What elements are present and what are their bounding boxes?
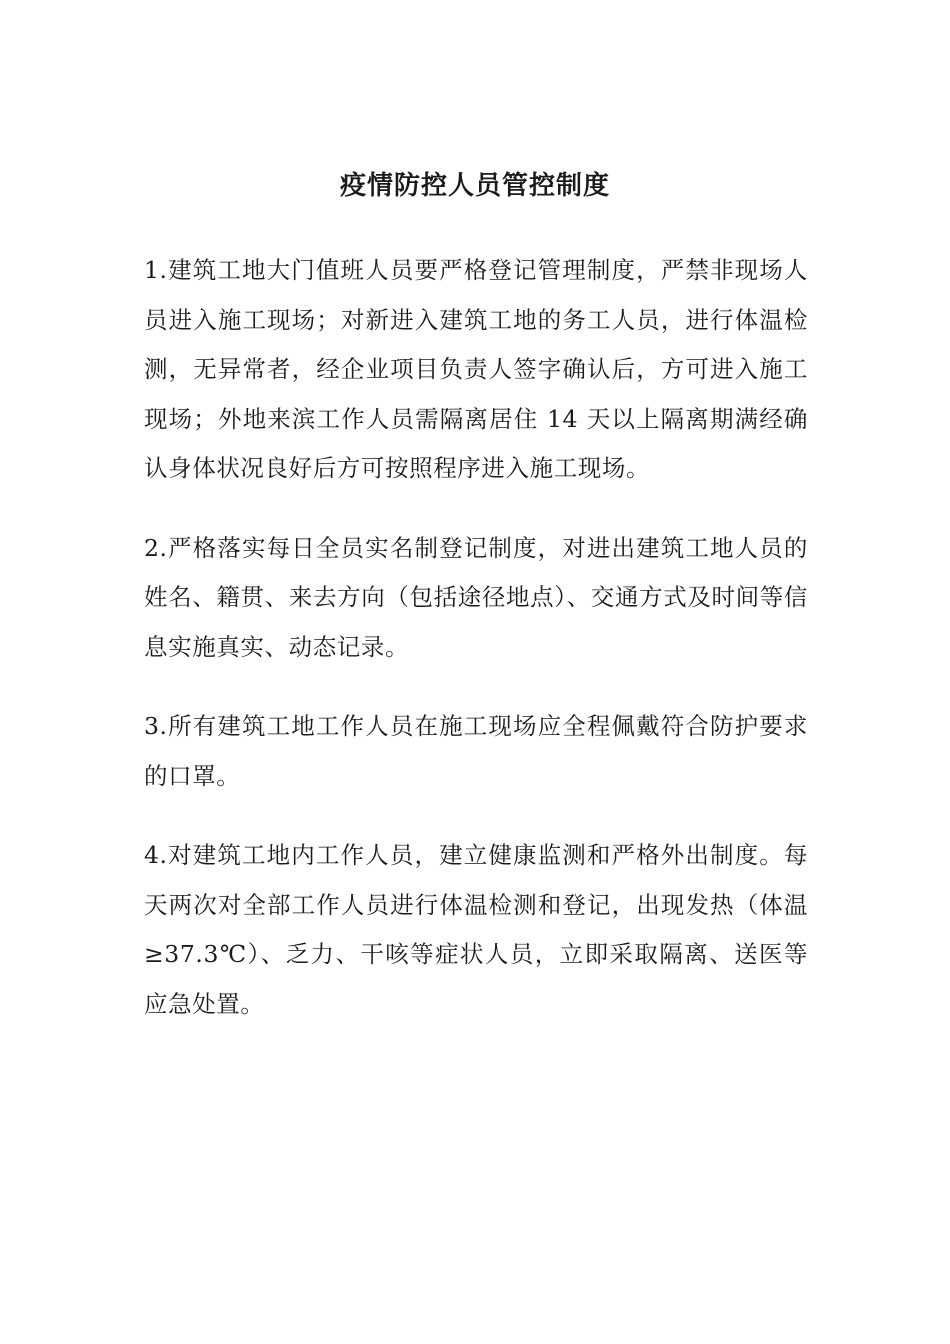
- document-body: [144, 246, 808, 1059]
- paragraph-3: 3.所有建筑工地工作人员在施工现场应全程佩戴符合防护要求的口罩。: [144, 712, 808, 790]
- document-title: 疫情防控人员管控制度: [339, 171, 610, 201]
- paragraph-1: 1.建筑工地大门值班人员要严格登记管理制度，严禁非现场人员进入施工现场；对新进入建筑工地的务工人员，进行体温检测，无异常者，经企业项目负责人签字确认后，方可进入施工现场；外地来滨工作人员需隔离居住 14 天以上隔离期满经确认身体状况良好后方可按照程序进入施工现场。: [144, 256, 808, 482]
- paragraph-4: 4.对建筑工地内工作人员，建立健康监测和严格外出制度。每天两次对全部工作人员进行体温检测和登记，出现发热（体温≥37.3℃）、乏力、干咳等症状人员，立即采取隔离、送医等应急处置。: [144, 841, 808, 1018]
- paragraph-2: 2.严格落实每日全员实名制登记制度，对进出建筑工地人员的姓名、籍贯、来去方向（包括途径地点）、交通方式及时间等信息实施真实、动态记录。: [144, 533, 808, 661]
